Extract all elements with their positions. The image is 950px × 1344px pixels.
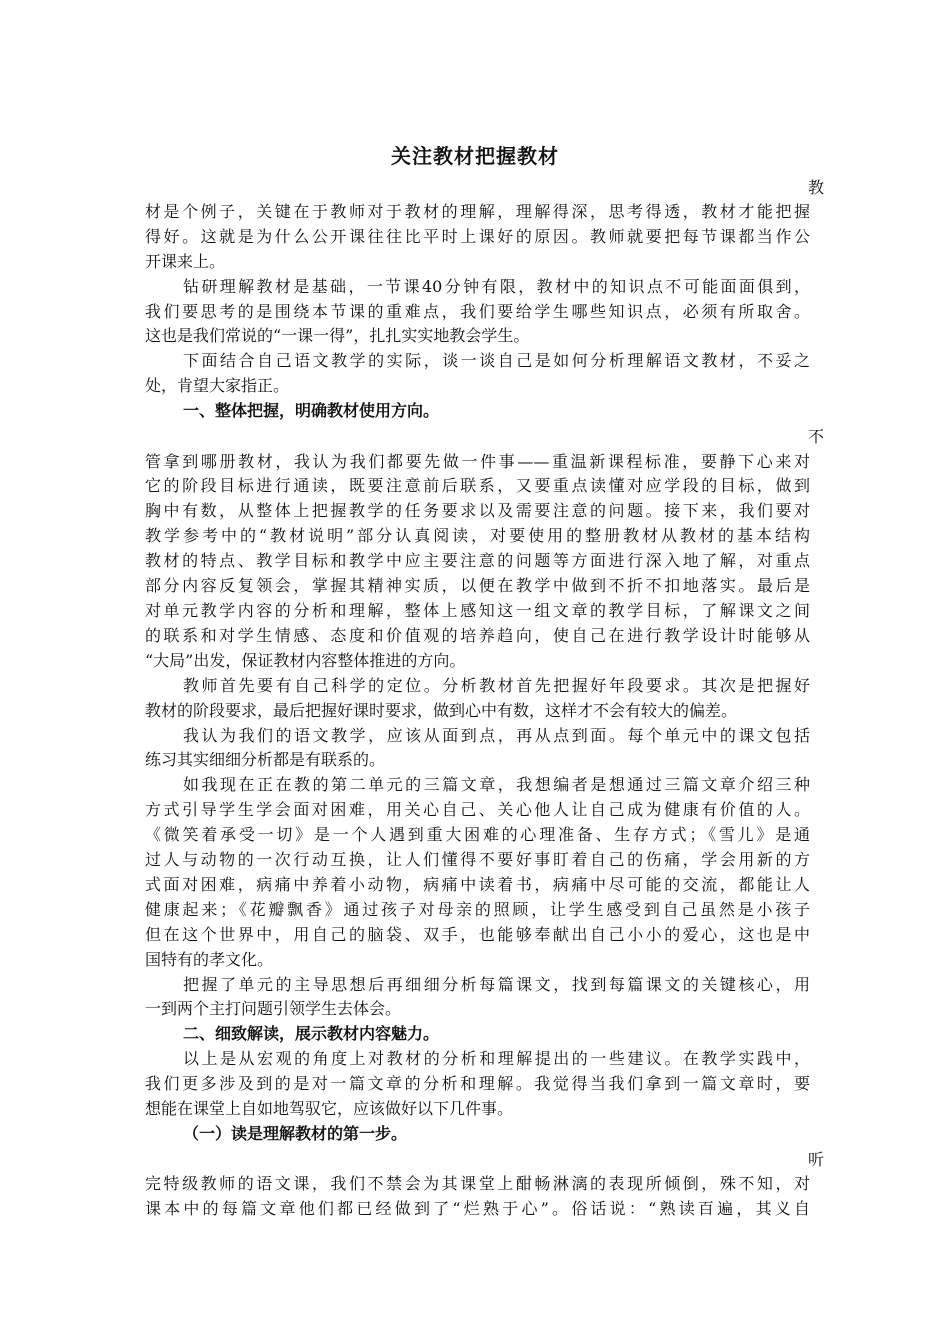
paragraph-line: 式面对困难，病痛中养着小动物，病痛中读着书，病痛中尽可能的交流，都能让人 [145,875,810,894]
subsection-heading: （一）读是理解教材的第一步。 [183,1124,408,1143]
paragraph-line: “大局”出发，保证教材内容整体推进的方向。 [145,651,466,670]
paragraph-line: 练习其实细细分析都是有联系的。 [145,750,386,769]
paragraph-line: 我认为我们的语文教学，应该从面到点，再从点到面。每个单元中的课文包括 [183,726,810,745]
document-title: 关注教材把握教材 [391,144,559,168]
paragraph-line: 如我现在正在教的第二单元的三篇文章，我想编者是想通过三篇文章介绍三种 [183,775,810,794]
paragraph-line: 对单元教学内容的分析和理解，整体上感知这一组文章的教学目标，了解课文之间 [145,601,810,620]
orphan-char: 教 [807,178,824,197]
paragraph-line: 教材的特点、教学目标和教学中应主要注意的问题等方面进行深入地了解，对重点 [145,551,810,570]
paragraph-line: 完特级教师的语文课，我们不禁会为其课堂上酣畅淋漓的表现所倾倒，殊不知，对 [145,1174,810,1193]
paragraph-line: 胸中有数，从整体上把握教学的任务要求以及需要注意的问题。接下来，我们要对 [145,501,810,520]
paragraph-line: 一到两个主打问题引领学生去体会。 [145,999,402,1018]
paragraph-line: 开课来上。 [145,252,226,271]
paragraph-line: 钻研理解教材是基础，一节课40分钟有限，教材中的知识点不可能面面俱到， [183,277,810,296]
orphan-char: 听 [807,1150,824,1169]
paragraph-line: 想能在课堂上自如地驾驭它，应该做好以下几件事。 [145,1099,514,1118]
paragraph-line: 国特有的孝文化。 [145,950,274,969]
paragraph-line: 处，肯望大家指正。 [145,376,290,395]
paragraph-line: 方式引导学生学会面对困难，用关心自己、关心他人让自己成为健康有价值的人。 [145,800,810,819]
paragraph-line: 教材的阶段要求，最后把握好课时要求，做到心中有数，这样才不会有较大的偏差。 [145,701,738,720]
paragraph-line: 下面结合自己语文教学的实际，谈一谈自己是如何分析理解语文教材，不妥之 [183,351,810,370]
paragraph-line: 得好。这就是为什么公开课往往比平时上课好的原因。教师就要把每节课都当作公 [145,227,810,246]
paragraph-line: 部分内容反复领会，掌握其精神实质，以便在教学中做到不折不扣地落实。最后是 [145,576,810,595]
paragraph-line: 过人与动物的一次行动互换，让人们懂得不要好事盯着自己的伤痛，学会用新的方 [145,850,810,869]
paragraph-line: 的联系和对学生情感、态度和价值观的培养趋向，使自己在进行教学设计时能够从 [145,626,810,645]
paragraph-line: 健康起来；《花瓣飘香》通过孩子对母亲的照顾，让学生感受到自己虽然是小孩子 [145,900,810,919]
paragraph-line: 我们更多涉及到的是对一篇文章的分析和理解。我觉得当我们拿到一篇文章时，要 [145,1074,810,1093]
paragraph-line: 教学参考中的“教材说明”部分认真阅读，对要使用的整册教材从教材的基本结构 [145,526,810,545]
section-heading: 二、细致解读，展示教材内容魅力。 [183,1024,440,1043]
paragraph-line: 它的阶段目标进行通读，既要注意前后联系，又要重点读懂对应学段的目标，做到 [145,476,810,495]
section-heading: 一、整体把握，明确教材使用方向。 [183,401,440,420]
paragraph-line: 以上是从宏观的角度上对教材的分析和理解提出的一些建议。在教学实践中， [183,1049,810,1068]
paragraph-line: 我们要思考的是围绕本节课的重难点，我们要给学生哪些知识点，必须有所取舍。 [145,302,810,321]
paragraph-line: 教师首先要有自己科学的定位。分析教材首先把握好年段要求。其次是把握好 [183,676,810,695]
paragraph-line: 课本中的每篇文章他们都已经做到了“烂熟于心”。俗话说：“熟读百遍，其义自 [145,1199,810,1218]
paragraph-line: 这也是我们常说的“一课一得”，扎扎实实地教会学生。 [145,326,530,345]
paragraph-line: 材是个例子，关键在于教师对于教材的理解，理解得深，思考得透，教材才能把握 [145,202,810,221]
paragraph-line: 《微笑着承受一切》是一个人遇到重大困难的心理准备、生存方式；《雪儿》是通 [145,825,810,844]
paragraph-line: 管拿到哪册教材，我认为我们都要先做一件事——重温新课程标准，要静下心来对 [145,452,810,471]
paragraph-line: 但在这个世界中，用自己的脑袋、双手，也能够奉献出自己小小的爱心，这也是中 [145,925,810,944]
orphan-char: 不 [807,427,824,446]
paragraph-line: 把握了单元的主导思想后再细细分析每篇课文，找到每篇课文的关键核心，用 [183,975,810,994]
